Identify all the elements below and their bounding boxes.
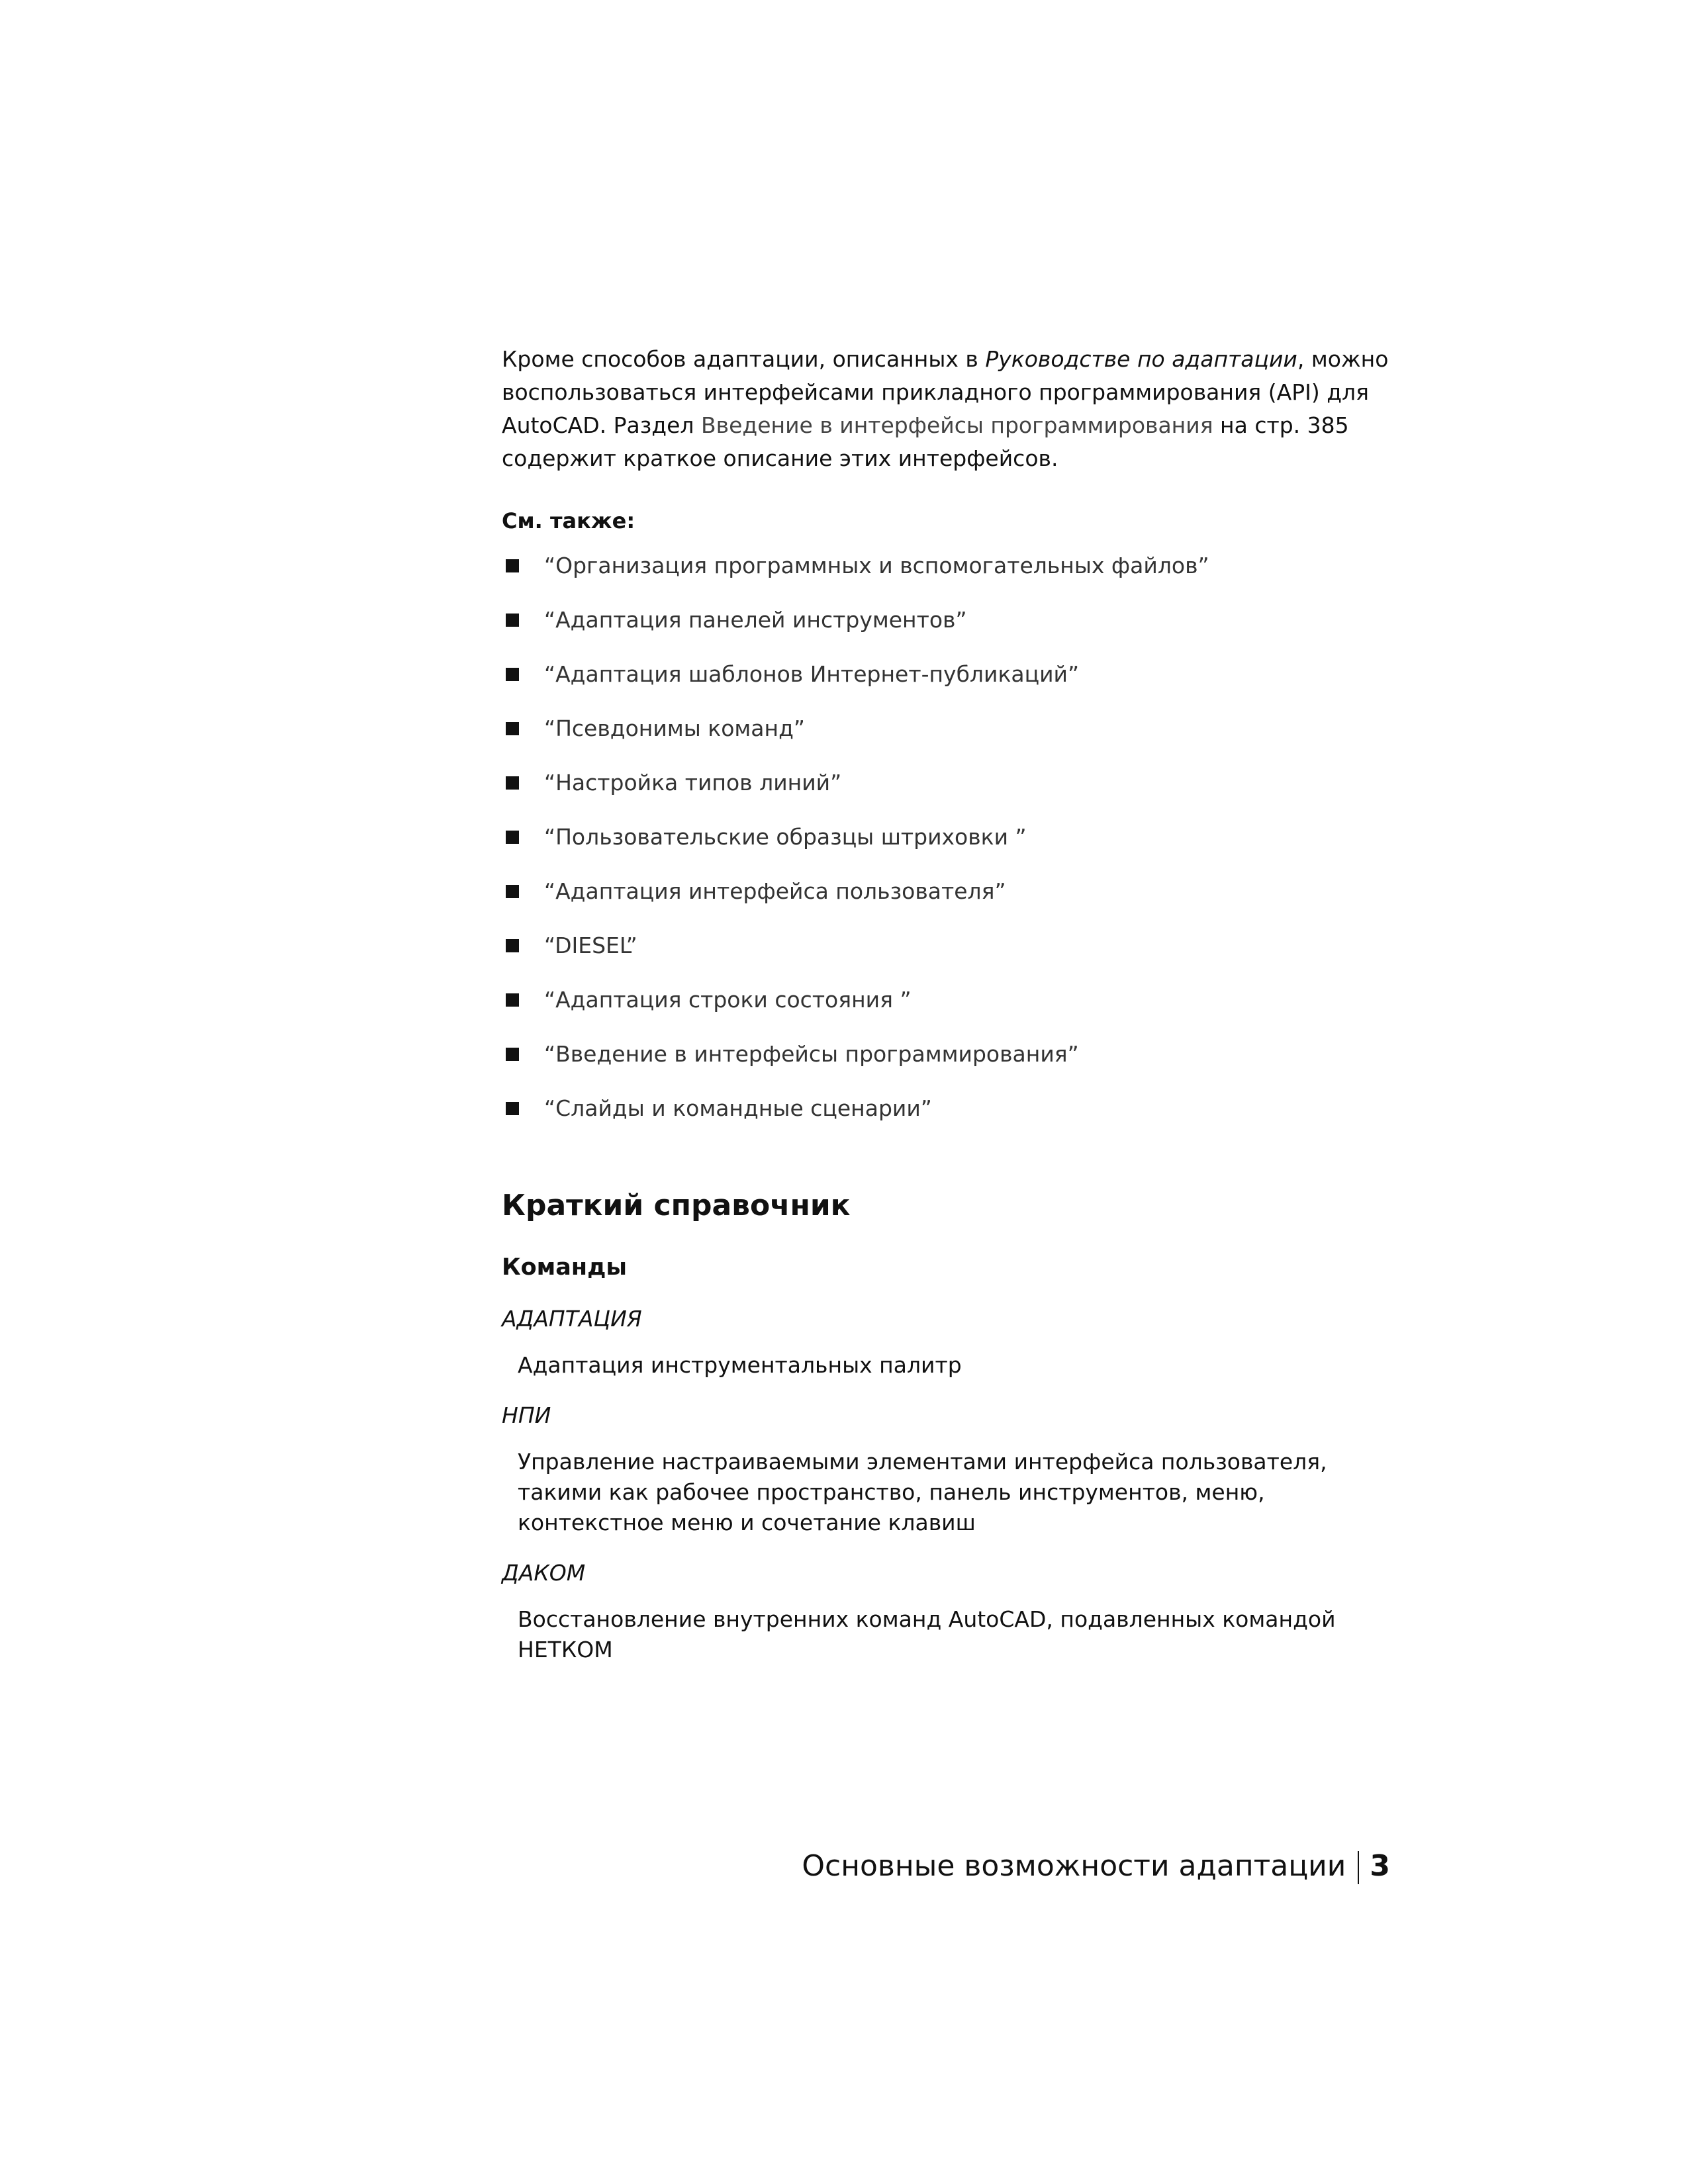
- command-name[interactable]: ДАКОМ: [502, 1560, 586, 1586]
- see-also-link[interactable]: “Организация программных и вспомогательных файлов”: [544, 553, 1209, 578]
- see-also-link[interactable]: “Псевдонимы команд”: [544, 715, 806, 741]
- see-also-item: [502, 1038, 1389, 1092]
- see-also-link[interactable]: “Адаптация шаблонов Интернет-публикаций”: [544, 661, 1080, 687]
- intro-paragraph: [502, 343, 1389, 475]
- intro-text-1: Кроме способов адаптации, описанных в: [502, 346, 986, 372]
- see-also-link[interactable]: “Адаптация строки состояния ”: [544, 987, 912, 1013]
- commands-heading: Команды: [502, 1254, 627, 1281]
- bullet-icon: [506, 559, 519, 572]
- see-also-link[interactable]: “Адаптация панелей инструментов”: [544, 607, 967, 633]
- bullet-icon: [506, 668, 519, 681]
- see-also-item: [502, 766, 1389, 821]
- see-also-link[interactable]: “Пользовательские образцы штриховки ”: [544, 824, 1027, 850]
- bullet-icon: [506, 993, 519, 1007]
- see-also-item: [502, 658, 1389, 712]
- command-name[interactable]: АДАПТАЦИЯ: [502, 1306, 642, 1332]
- see-also-item: [502, 929, 1389, 983]
- command-description: Восстановление внутренних команд AutoCAD, подавленных командой НЕТКОМ: [518, 1606, 1336, 1662]
- intro-text-2: , можно воспользоваться интерфейсами прикладного программирования (API) для AutoCAD. Раздел: [502, 346, 1389, 438]
- bullet-icon: [506, 614, 519, 627]
- bullet-icon: [506, 776, 519, 790]
- see-also-item: [502, 712, 1389, 766]
- page-footer: [802, 1846, 1390, 1886]
- see-also-label: См. также:: [502, 508, 635, 533]
- intro-text-3: на стр. 385 содержит краткое описание этих интерфейсов.: [502, 412, 1349, 471]
- command-description: Адаптация инструментальных палитр: [518, 1352, 962, 1378]
- see-also-link[interactable]: “Слайды и командные сценарии”: [544, 1095, 932, 1121]
- see-also-link[interactable]: “DIESEL”: [544, 933, 637, 958]
- quick-reference-heading: Краткий справочник: [502, 1189, 851, 1222]
- see-also-link[interactable]: “Введение в интерфейсы программирования”: [544, 1041, 1079, 1067]
- bullet-icon: [506, 722, 519, 735]
- command-description: Управление настраиваемыми элементами интерфейса пользователя, такими как рабочее пространство, панель инструментов, меню, контекстное меню и сочетание клавиш: [518, 1449, 1327, 1535]
- bullet-icon: [506, 885, 519, 898]
- page-body: [502, 343, 1389, 1665]
- command-entry: [502, 1302, 1389, 1381]
- bullet-icon: [506, 1048, 519, 1061]
- see-also-item: [502, 983, 1389, 1038]
- chapter-title: Основные возможности адаптации: [802, 1849, 1346, 1883]
- see-also-item: [502, 604, 1389, 658]
- intro-link-programming-interfaces[interactable]: Введение в интерфейсы программирования: [701, 412, 1213, 438]
- bullet-icon: [506, 939, 519, 952]
- command-entry: [502, 1399, 1389, 1538]
- command-entry: [502, 1557, 1389, 1665]
- page-number: 3: [1370, 1849, 1390, 1883]
- see-also-link[interactable]: “Адаптация интерфейса пользователя”: [544, 878, 1006, 904]
- footer-divider: [1358, 1851, 1359, 1884]
- bullet-icon: [506, 1102, 519, 1115]
- intro-italic-reference: Руководстве по адаптации: [985, 346, 1297, 372]
- command-name[interactable]: НПИ: [502, 1402, 551, 1428]
- see-also-item: [502, 549, 1389, 604]
- see-also-link[interactable]: “Настройка типов линий”: [544, 770, 842, 796]
- see-also-item: [502, 821, 1389, 875]
- see-also-item: [502, 875, 1389, 929]
- bullet-icon: [506, 831, 519, 844]
- see-also-list: [502, 549, 1389, 1146]
- see-also-item: [502, 1092, 1389, 1146]
